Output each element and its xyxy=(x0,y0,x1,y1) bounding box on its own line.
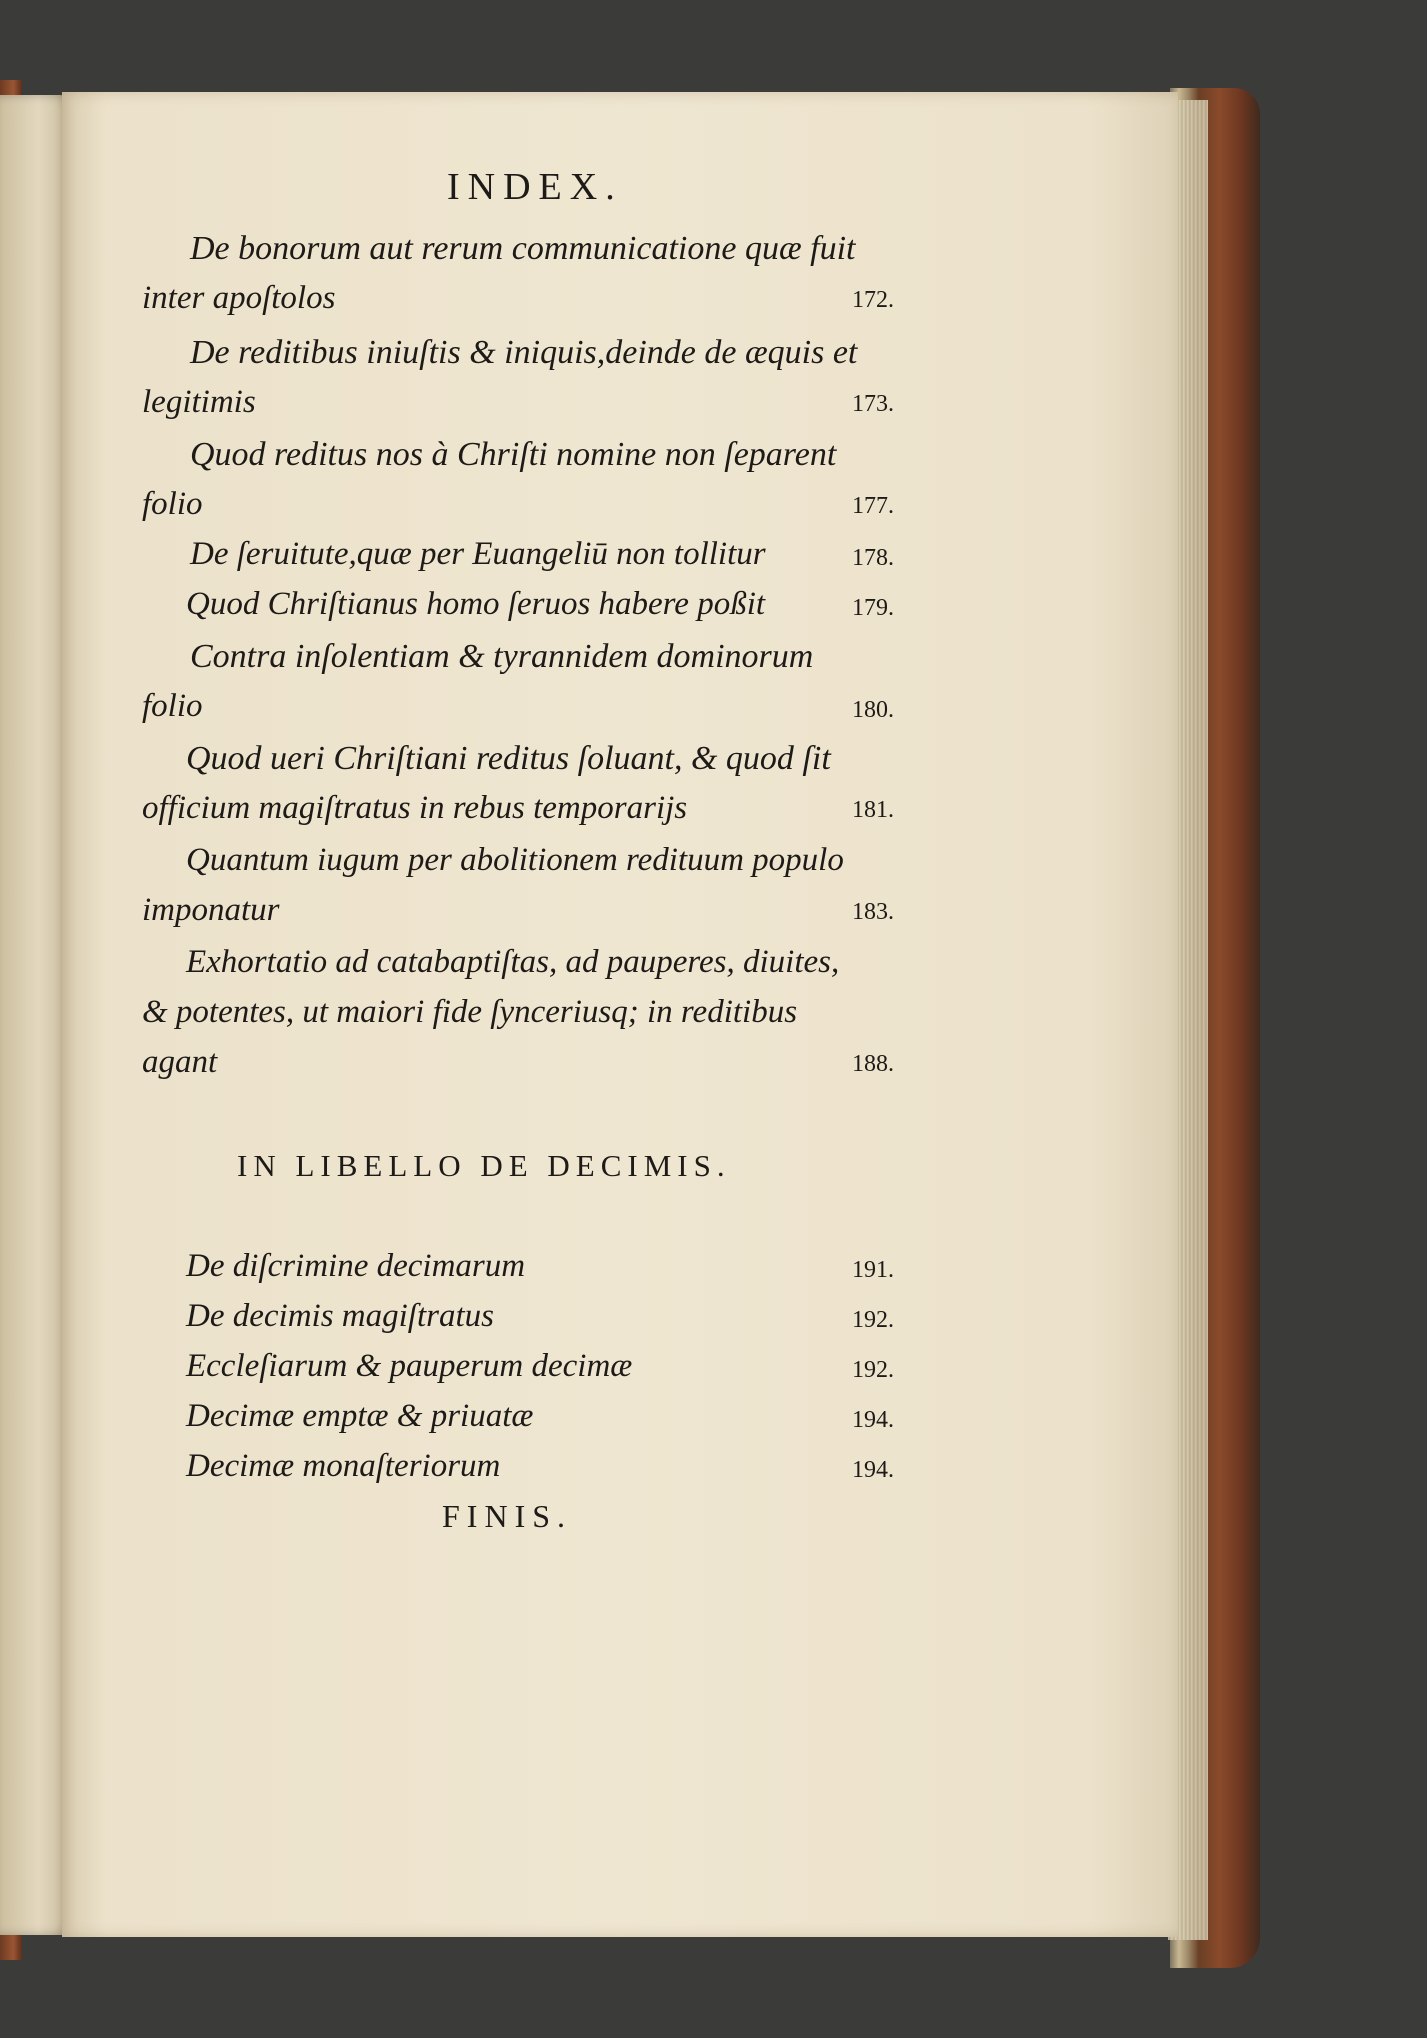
decimis-entry: Decimæ emptæ & priuatæ xyxy=(186,1398,534,1434)
index-entry-line: Quod reditus nos à Chriſti nomine non ſeparent xyxy=(190,436,837,473)
index-entry-line: Quantum iugum per abolitionem redituum populo xyxy=(186,842,844,878)
index-entry-line: folio xyxy=(142,486,203,522)
page-number: 183. xyxy=(852,899,894,925)
finis-label: FINIS. xyxy=(442,1498,573,1534)
page-number: 172. xyxy=(852,287,894,313)
page-number: 180. xyxy=(852,697,894,723)
page-number: 194. xyxy=(852,1457,894,1483)
page-number: 181. xyxy=(852,797,894,823)
index-entry-line: officium magiſtratus in rebus temporarijs xyxy=(142,790,688,826)
index-entry-line: Exhortatio ad catabaptiſtas, ad pauperes, diuites, xyxy=(186,944,840,980)
index-entry-line: inter apoſtolos xyxy=(142,280,336,316)
index-entry-line: Quod ueri Chriſtiani reditus ſoluant, & quod ſit xyxy=(186,740,831,777)
index-entry-line: De bonorum aut rerum communicatione quæ fuit xyxy=(190,230,856,267)
page-number: 173. xyxy=(852,391,894,417)
decimis-entry: Eccleſiarum & pauperum decimæ xyxy=(186,1348,633,1384)
page-number: 179. xyxy=(852,595,894,621)
page-number: 194. xyxy=(852,1407,894,1433)
page-title: INDEX. xyxy=(447,166,623,208)
page-number: 192. xyxy=(852,1307,894,1333)
index-entry-line: folio xyxy=(142,688,203,724)
page-number: 188. xyxy=(852,1051,894,1077)
index-entry-line: Contra inſolentiam & tyrannidem dominorum xyxy=(190,638,814,675)
page-number: 191. xyxy=(852,1257,894,1283)
index-entry-line: De reditibus iniuſtis & iniquis,deinde de æquis et xyxy=(190,334,858,371)
page-number: 177. xyxy=(852,493,894,519)
decimis-entry: Decimæ monaſteriorum xyxy=(186,1448,501,1484)
section-title: IN LIBELLO DE DECIMIS. xyxy=(237,1148,731,1183)
decimis-entry: De diſcrimine decimarum xyxy=(186,1248,526,1284)
decimis-entry: De decimis magiſtratus xyxy=(186,1298,494,1334)
facing-page-edge xyxy=(0,95,70,1935)
index-entry-line: agant xyxy=(142,1044,218,1080)
index-entry-line: Quod Chriſtianus homo ſeruos habere poßit xyxy=(186,586,766,622)
index-entry-line: imponatur xyxy=(142,892,280,928)
index-entry-line: & potentes, ut maiori fide ſynceriusq; in reditibus xyxy=(142,994,798,1030)
book-page xyxy=(62,92,1178,1937)
page-number: 192. xyxy=(852,1357,894,1383)
index-entry-line: legitimis xyxy=(142,384,256,420)
page-number: 178. xyxy=(852,545,894,571)
index-entry-line: De ſeruitute,quæ per Euangeliū non tollitur xyxy=(190,536,766,572)
